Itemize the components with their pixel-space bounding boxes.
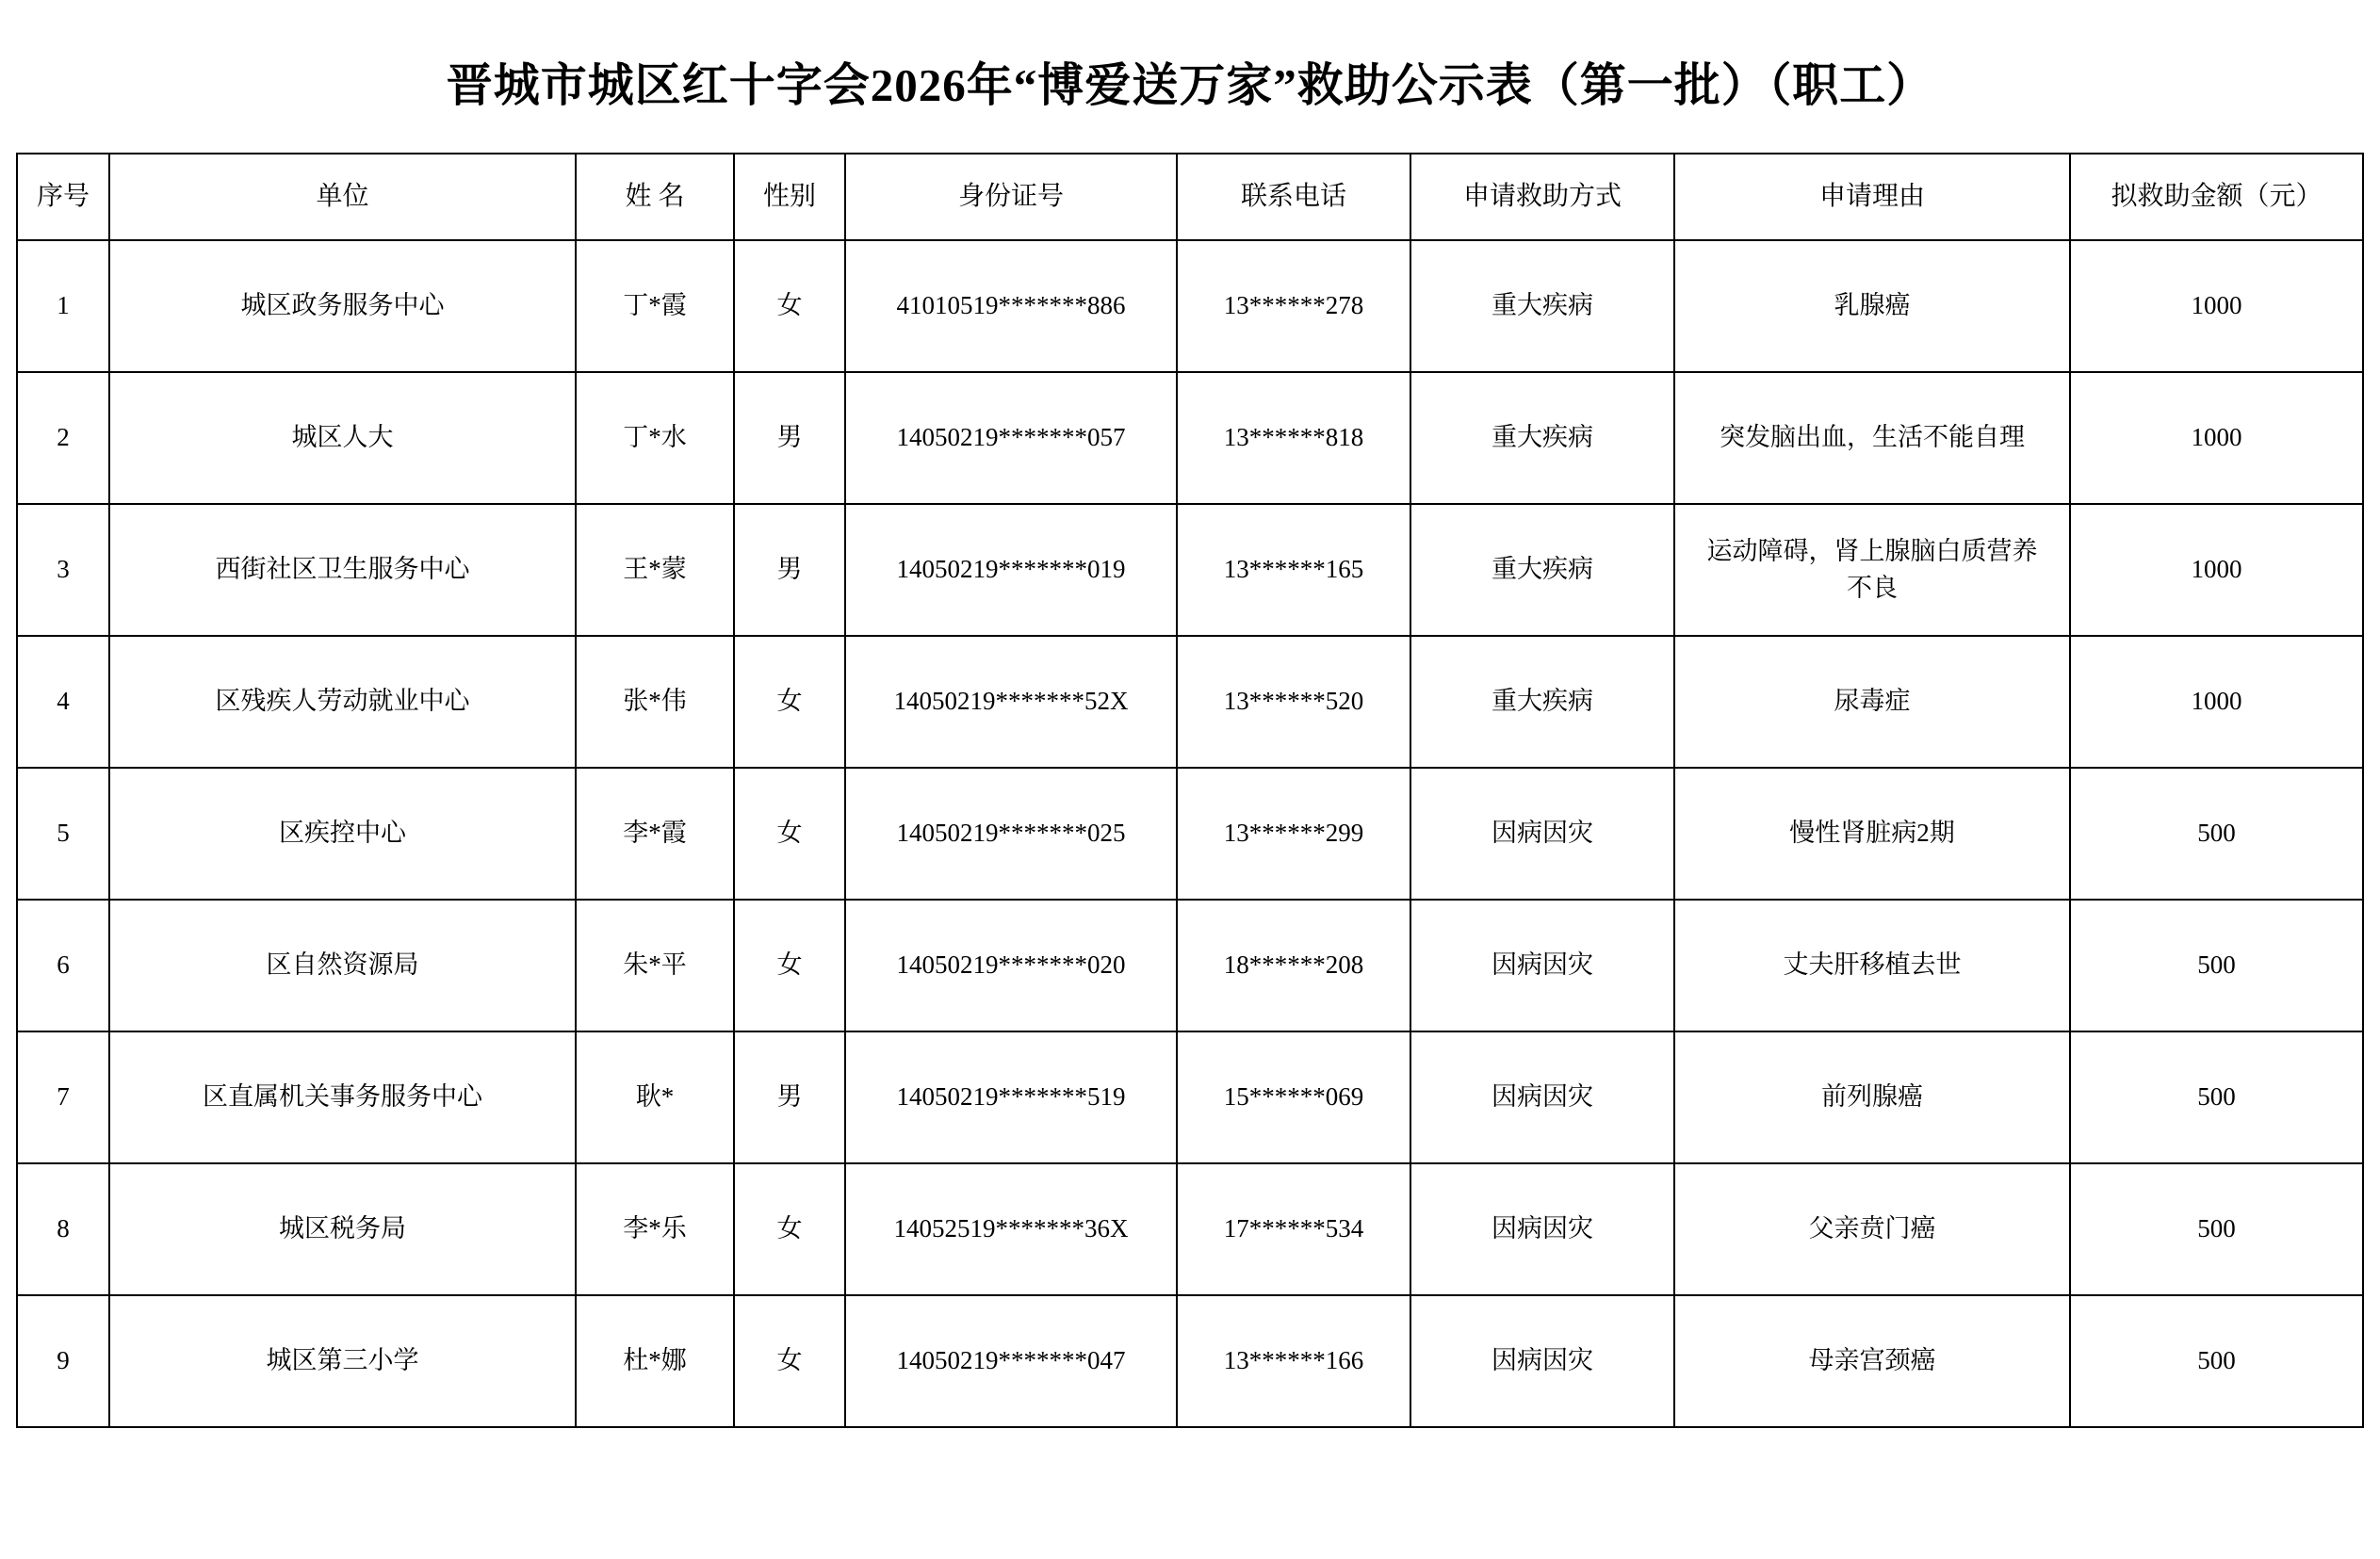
column-header-amount: 拟救助金额（元）: [2070, 154, 2363, 240]
cell-seq: 3: [17, 504, 109, 636]
cell-gender: 女: [734, 636, 845, 768]
column-header-gender: 性别: [734, 154, 845, 240]
cell-unit: 区疾控中心: [109, 768, 576, 900]
cell-gender: 男: [734, 504, 845, 636]
cell-seq: 6: [17, 900, 109, 1031]
table-row: [17, 1163, 2363, 1295]
cell-reason: [1674, 240, 2070, 372]
table-row: [17, 240, 2363, 372]
cell-type: 重大疾病: [1410, 240, 1674, 372]
cell-gender: 女: [734, 1163, 845, 1295]
cell-gender: 男: [734, 372, 845, 504]
cell-amount: 1000: [2070, 636, 2363, 768]
table-row: [17, 636, 2363, 768]
cell-amount: 500: [2070, 1295, 2363, 1427]
cell-gender: 女: [734, 1295, 845, 1427]
cell-reason: [1674, 636, 2070, 768]
cell-phone: 13******278: [1177, 240, 1410, 372]
cell-id: 14050219*******057: [845, 372, 1177, 504]
cell-type: 重大疾病: [1410, 504, 1674, 636]
cell-seq: 8: [17, 1163, 109, 1295]
table-header: [17, 154, 2363, 240]
cell-phone: 13******818: [1177, 372, 1410, 504]
cell-name: 丁*水: [576, 372, 734, 504]
cell-unit: 城区政务服务中心: [109, 240, 576, 372]
cell-amount: 1000: [2070, 504, 2363, 636]
cell-amount: 500: [2070, 900, 2363, 1031]
cell-phone: 13******299: [1177, 768, 1410, 900]
cell-name: 王*蒙: [576, 504, 734, 636]
cell-name: 李*霞: [576, 768, 734, 900]
cell-seq: 7: [17, 1031, 109, 1163]
table-row: [17, 768, 2363, 900]
table-row: [17, 900, 2363, 1031]
cell-reason-text: 前列腺癌: [1821, 1082, 1923, 1112]
column-header-reason: 申请理由: [1674, 154, 2070, 240]
cell-seq: 5: [17, 768, 109, 900]
cell-id: 14050219*******52X: [845, 636, 1177, 768]
column-header-name: 姓 名: [576, 154, 734, 240]
cell-reason: [1674, 768, 2070, 900]
cell-unit: 城区人大: [109, 372, 576, 504]
cell-reason-text: 乳腺癌: [1834, 291, 1911, 320]
cell-seq: 9: [17, 1295, 109, 1427]
cell-gender: 女: [734, 240, 845, 372]
cell-seq: 2: [17, 372, 109, 504]
cell-type: 重大疾病: [1410, 372, 1674, 504]
cell-amount: 1000: [2070, 372, 2363, 504]
cell-reason-text: 突发脑出血，生活不能自理: [1720, 423, 2025, 452]
cell-name: 朱*平: [576, 900, 734, 1031]
cell-unit: 区自然资源局: [109, 900, 576, 1031]
cell-reason: [1674, 1163, 2070, 1295]
cell-name: 李*乐: [576, 1163, 734, 1295]
cell-id: 14050219*******020: [845, 900, 1177, 1031]
cell-reason: [1674, 1295, 2070, 1427]
cell-id: 14050219*******047: [845, 1295, 1177, 1427]
cell-type: 因病因灾: [1410, 1031, 1674, 1163]
table-row: [17, 1031, 2363, 1163]
cell-amount: 500: [2070, 1163, 2363, 1295]
cell-id: 14050219*******519: [845, 1031, 1177, 1163]
cell-unit: 西街社区卫生服务中心: [109, 504, 576, 636]
cell-type: 重大疾病: [1410, 636, 1674, 768]
cell-gender: 男: [734, 1031, 845, 1163]
column-header-phone: 联系电话: [1177, 154, 1410, 240]
cell-type: 因病因灾: [1410, 1163, 1674, 1295]
cell-amount: 1000: [2070, 240, 2363, 372]
publicity-table: [16, 153, 2364, 1428]
cell-phone: 18******208: [1177, 900, 1410, 1031]
cell-reason-text: 丈夫肝移植去世: [1783, 950, 1962, 980]
table-row: [17, 504, 2363, 636]
cell-name: 张*伟: [576, 636, 734, 768]
cell-reason: [1674, 900, 2070, 1031]
cell-type: 因病因灾: [1410, 768, 1674, 900]
cell-id: 41010519*******886: [845, 240, 1177, 372]
cell-phone: 13******166: [1177, 1295, 1410, 1427]
cell-reason-text: 运动障碍，肾上腺脑白质营养不良: [1706, 536, 2038, 602]
cell-type: 因病因灾: [1410, 900, 1674, 1031]
column-header-type: 申请救助方式: [1410, 154, 1674, 240]
column-header-seq: 序号: [17, 154, 109, 240]
cell-id: 14050219*******025: [845, 768, 1177, 900]
column-header-unit: 单位: [109, 154, 576, 240]
page-title: 晋城市城区红十字会2026年“博爱送万家”救助公示表（第一批）（职工）: [446, 59, 1934, 111]
cell-unit: 区直属机关事务服务中心: [109, 1031, 576, 1163]
cell-gender: 女: [734, 900, 845, 1031]
table-row: [17, 372, 2363, 504]
cell-phone: 13******165: [1177, 504, 1410, 636]
table-row: [17, 1295, 2363, 1427]
cell-id: 14052519*******36X: [845, 1163, 1177, 1295]
cell-reason: [1674, 372, 2070, 504]
cell-unit: 城区税务局: [109, 1163, 576, 1295]
cell-phone: 13******520: [1177, 636, 1410, 768]
cell-phone: 15******069: [1177, 1031, 1410, 1163]
cell-reason-text: 父亲贲门癌: [1808, 1214, 1936, 1243]
cell-phone: 17******534: [1177, 1163, 1410, 1295]
table-body: [17, 240, 2363, 1427]
cell-reason: [1674, 504, 2070, 636]
cell-unit: 城区第三小学: [109, 1295, 576, 1427]
cell-reason-text: 母亲宫颈癌: [1808, 1346, 1936, 1375]
cell-reason-text: 尿毒症: [1834, 687, 1911, 716]
cell-name: 杜*娜: [576, 1295, 734, 1427]
table-header-row: [17, 154, 2363, 240]
cell-seq: 4: [17, 636, 109, 768]
cell-amount: 500: [2070, 768, 2363, 900]
cell-id: 14050219*******019: [845, 504, 1177, 636]
cell-reason: [1674, 1031, 2070, 1163]
cell-name: 丁*霞: [576, 240, 734, 372]
cell-seq: 1: [17, 240, 109, 372]
cell-reason-text: 慢性肾脏病2期: [1789, 819, 1955, 848]
cell-unit: 区残疾人劳动就业中心: [109, 636, 576, 768]
cell-name: 耿*: [576, 1031, 734, 1163]
cell-amount: 500: [2070, 1031, 2363, 1163]
cell-gender: 女: [734, 768, 845, 900]
column-header-id: 身份证号: [845, 154, 1177, 240]
cell-type: 因病因灾: [1410, 1295, 1674, 1427]
